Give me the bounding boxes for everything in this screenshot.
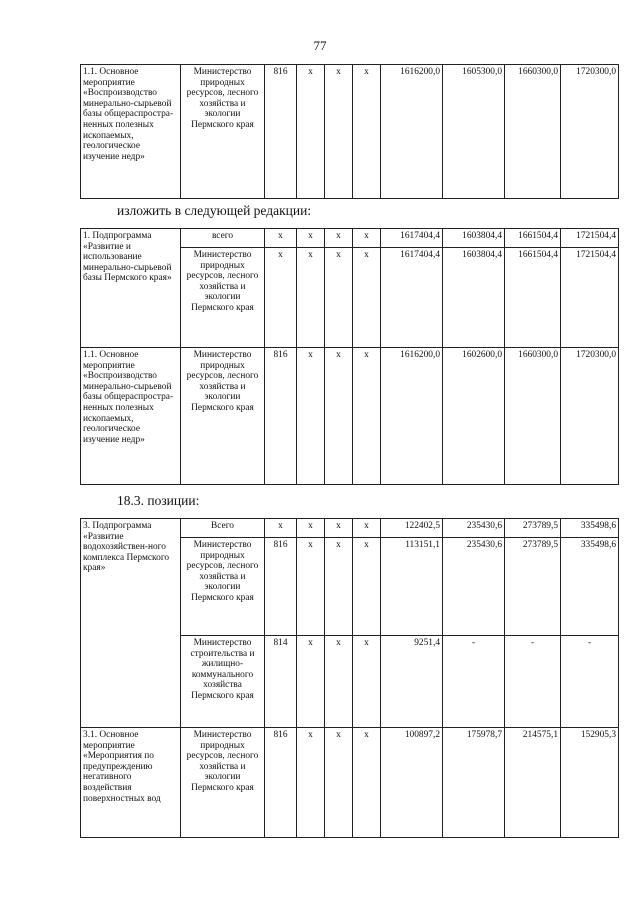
program-name: 3. Подпрограмма «Развитие водохозяйствен-ного комплекса Пермского края» <box>81 519 181 728</box>
cell-x: x <box>353 538 381 636</box>
budget-code: x <box>265 248 297 348</box>
value-cell: - <box>443 636 505 728</box>
value-cell: 1661504,4 <box>505 229 561 248</box>
value-cell: 113151,1 <box>381 538 443 636</box>
activity-name: 1.1. Основное мероприятие «Воспроизводство минерально-сырьевой базы общераспростра-ненных полезных ископаемых, геологическое изучение недр» <box>81 65 181 199</box>
activity-name: 3.1. Основное мероприятие «Мероприятия по предупреждению негативного воздействия поверхностных вод <box>81 728 181 838</box>
responsible-org: Министерство природных ресурсов, лесного хозяйства и экологии Пермского края <box>181 248 265 348</box>
table-row <box>81 728 619 838</box>
cell-x: x <box>297 248 325 348</box>
value-cell: 1660300,0 <box>505 65 561 199</box>
budget-code: 816 <box>265 348 297 485</box>
value-cell: 235430,6 <box>443 538 505 636</box>
program-name: 1. Подпрограмма «Развитие и использование минерально-сырьевой базы Пермского края» <box>81 229 181 348</box>
table-2 <box>80 228 619 485</box>
cell-x: x <box>325 728 353 838</box>
paragraph-section: 18.3. позиции: <box>117 493 200 508</box>
cell-x: x <box>353 348 381 485</box>
value-cell: 273789,5 <box>505 519 561 538</box>
value-cell: 1721504,4 <box>561 248 619 348</box>
value-cell: 1605300,0 <box>443 65 505 199</box>
responsible-org: Всего <box>181 519 265 538</box>
table-row <box>81 519 619 538</box>
cell-x: x <box>325 65 353 199</box>
budget-code: 814 <box>265 636 297 728</box>
value-cell: 1602600,0 <box>443 348 505 485</box>
paragraph-edit-note: изложить в следующей редакции: <box>117 203 312 218</box>
value-cell: 1617404,4 <box>381 248 443 348</box>
responsible-org: Министерство природных ресурсов, лесного хозяйства и экологии Пермского края <box>181 538 265 636</box>
page-number: 77 <box>313 38 327 53</box>
cell-x: x <box>325 519 353 538</box>
cell-x: x <box>297 538 325 636</box>
table-3 <box>80 518 619 838</box>
value-cell: 1617404,4 <box>381 229 443 248</box>
cell-x: x <box>353 248 381 348</box>
cell-x: x <box>325 248 353 348</box>
value-cell: 100897,2 <box>381 728 443 838</box>
value-cell: 273789,5 <box>505 538 561 636</box>
responsible-org: всего <box>181 229 265 248</box>
budget-code: 816 <box>265 538 297 636</box>
responsible-org: Министерство природных ресурсов, лесного хозяйства и экологии Пермского края <box>181 728 265 838</box>
table-row <box>81 348 619 485</box>
budget-code: x <box>265 229 297 248</box>
responsible-org: Министерство природных ресурсов, лесного хозяйства и экологии Пермского края <box>181 348 265 485</box>
cell-x: x <box>297 348 325 485</box>
value-cell: 335498,6 <box>561 519 619 538</box>
value-cell: 175978,7 <box>443 728 505 838</box>
cell-x: x <box>297 65 325 199</box>
value-cell: 1603804,4 <box>443 229 505 248</box>
cell-x: x <box>353 65 381 199</box>
cell-x: x <box>325 636 353 728</box>
responsible-org: Министерство природных ресурсов, лесного хозяйства и экологии Пермского края <box>181 65 265 199</box>
responsible-org: Министерство строительства и жилищно-коммунального хозяйства Пермского края <box>181 636 265 728</box>
budget-code: x <box>265 519 297 538</box>
value-cell: - <box>505 636 561 728</box>
value-cell: 122402,5 <box>381 519 443 538</box>
value-cell: 1721504,4 <box>561 229 619 248</box>
cell-x: x <box>353 229 381 248</box>
value-cell: 1616200,0 <box>381 348 443 485</box>
table-1 <box>80 64 619 199</box>
budget-code: 816 <box>265 65 297 199</box>
value-cell: 1603804,4 <box>443 248 505 348</box>
value-cell: 214575,1 <box>505 728 561 838</box>
value-cell: - <box>561 636 619 728</box>
value-cell: 1660300,0 <box>505 348 561 485</box>
cell-x: x <box>353 636 381 728</box>
value-cell: 335498,6 <box>561 538 619 636</box>
table-row <box>81 65 619 199</box>
cell-x: x <box>325 348 353 485</box>
cell-x: x <box>297 229 325 248</box>
cell-x: x <box>353 519 381 538</box>
budget-code: 816 <box>265 728 297 838</box>
value-cell: 1616200,0 <box>381 65 443 199</box>
value-cell: 1720300,0 <box>561 348 619 485</box>
value-cell: 9251,4 <box>381 636 443 728</box>
value-cell: 1661504,4 <box>505 248 561 348</box>
cell-x: x <box>297 519 325 538</box>
cell-x: x <box>325 538 353 636</box>
value-cell: 1720300,0 <box>561 65 619 199</box>
cell-x: x <box>325 229 353 248</box>
cell-x: x <box>297 636 325 728</box>
table-row <box>81 229 619 248</box>
cell-x: x <box>297 728 325 838</box>
cell-x: x <box>353 728 381 838</box>
value-cell: 235430,6 <box>443 519 505 538</box>
value-cell: 152905,3 <box>561 728 619 838</box>
activity-name: 1.1. Основное мероприятие «Воспроизводство минерально-сырьевой базы общераспростра-ненных полезных ископаемых, геологическое изучение недр» <box>81 348 181 485</box>
